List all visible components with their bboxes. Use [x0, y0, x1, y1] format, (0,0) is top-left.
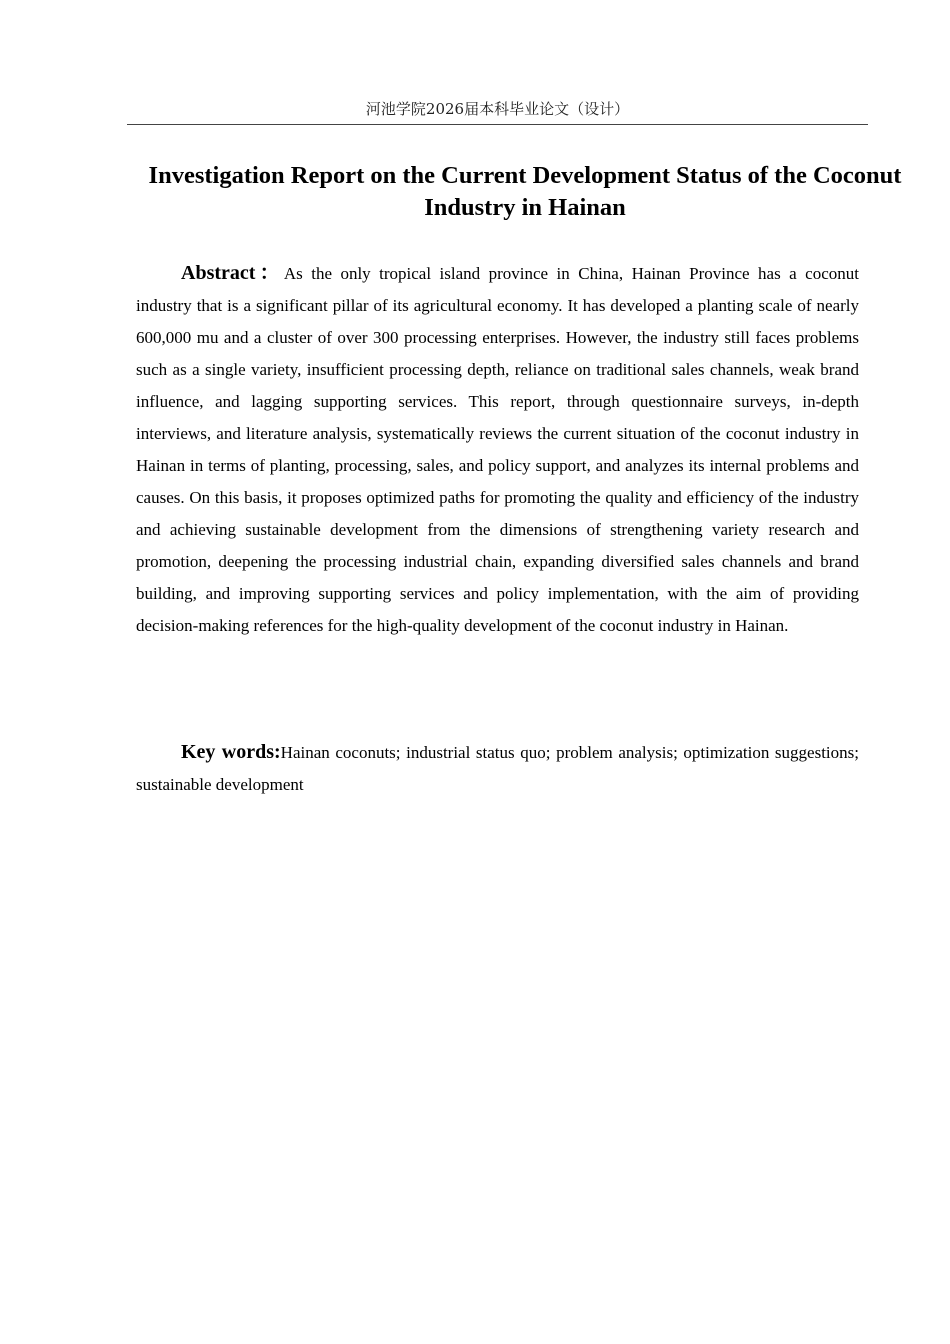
- running-header: [127, 98, 868, 125]
- keywords-label: Key words:: [181, 741, 281, 763]
- keywords-text: Hainan coconuts; industrial status quo; problem analysis; optimization suggestions; sustainable development: [136, 743, 859, 794]
- abstract-paragraph: [136, 257, 859, 642]
- running-header-text: 河池学院2026届本科毕业论文（设计）: [365, 100, 630, 118]
- abstract-label: Abstract：: [181, 262, 284, 284]
- document-title: Investigation Report on the Current Development Status of the Coconut Industry in Hainan: [148, 162, 902, 221]
- keywords-paragraph: [136, 736, 859, 801]
- abstract-text: As the only tropical island province in China, Hainan Province has a coconut industry that is a significant pillar of its agricultural economy. It has developed a planting scale of nearly 600,000 mu and a cluster of over 300 processing enterprises. However, the industry still faces problems such as a single variety, insufficient processing depth, reliance on traditional sales channels, weak brand influence, and lagging supporting services. This report, through questionnaire surveys, in-depth interviews, and literature analysis, systematically reviews the current situation of the coconut industry in Hainan in terms of planting, processing, sales, and policy support, and analyzes its internal problems and causes. On this basis, it proposes optimized paths for promoting the quality and efficiency of the industry and achieving sustainable development from the dimensions of strengthening variety research and promotion, deepening the processing industrial chain, expanding diversified sales channels and brand building, and improving supporting services and policy implementation, with the aim of providing decision-making references for the high-quality development of the coconut industry in Hainan.: [136, 264, 859, 635]
